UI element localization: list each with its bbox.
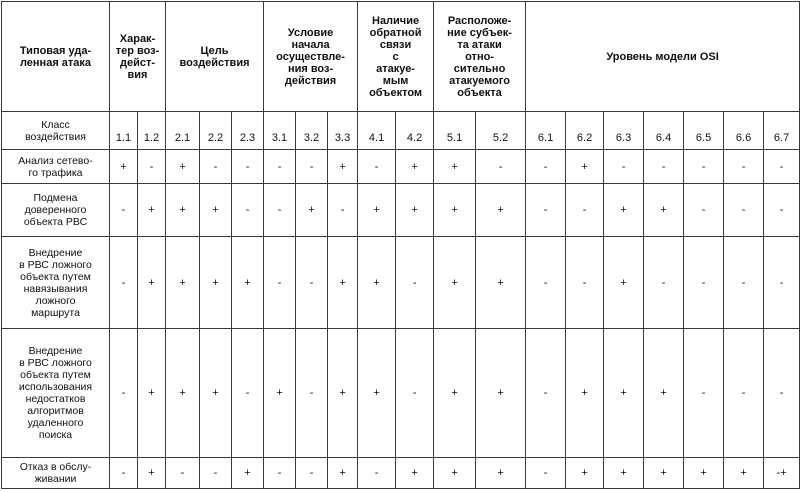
row-label: Внедрение в РВС ложного объекта путем навязывания ложного маршрута	[2, 237, 110, 329]
table-cell: -	[232, 184, 264, 237]
table-cell: -	[684, 184, 724, 237]
class-code: 6.7	[764, 112, 800, 150]
table-cell: -	[358, 150, 396, 184]
page	[1, 1, 799, 490]
attack-classification-table	[1, 1, 800, 489]
table-cell: +	[328, 237, 358, 329]
table-cell: +	[434, 184, 476, 237]
class-code: 6.6	[724, 112, 764, 150]
table-cell: -	[476, 150, 526, 184]
table-cell: +	[138, 184, 166, 237]
table-cell: +	[604, 458, 644, 489]
class-code: 3.3	[328, 112, 358, 150]
class-code: 2.2	[200, 112, 232, 150]
table-cell: -	[110, 329, 138, 458]
table-cell: +	[358, 237, 396, 329]
table-cell: -	[526, 458, 566, 489]
table-cell: +	[434, 458, 476, 489]
table-cell: -	[396, 329, 434, 458]
table-cell: +	[166, 150, 200, 184]
table-cell: +	[644, 329, 684, 458]
table-cell: -+	[764, 458, 800, 489]
class-code: 4.2	[396, 112, 434, 150]
table-cell: -	[764, 329, 800, 458]
table-row	[2, 150, 800, 184]
header-location: Расположе- ние субъек- та атаки отно- сительно атакуемого объекта	[434, 2, 526, 112]
table-cell: -	[396, 237, 434, 329]
table-cell: +	[328, 329, 358, 458]
table-cell: -	[684, 329, 724, 458]
table-cell: +	[200, 237, 232, 329]
class-row	[2, 112, 800, 150]
table-cell: +	[644, 184, 684, 237]
table-cell: +	[476, 184, 526, 237]
class-code: 3.2	[296, 112, 328, 150]
table-cell: +	[232, 458, 264, 489]
table-row	[2, 329, 800, 458]
table-cell: +	[138, 329, 166, 458]
class-code: 2.3	[232, 112, 264, 150]
class-label: Класс воздействия	[2, 112, 110, 150]
table-cell: -	[566, 184, 604, 237]
table-cell: -	[358, 458, 396, 489]
header-goal: Цель воздействия	[166, 2, 264, 112]
table-cell: +	[328, 150, 358, 184]
table-cell: -	[526, 184, 566, 237]
table-cell: -	[526, 150, 566, 184]
table-cell: -	[232, 150, 264, 184]
table-cell: -	[110, 184, 138, 237]
table-cell: -	[764, 184, 800, 237]
table-cell: -	[328, 184, 358, 237]
table-cell: -	[296, 329, 328, 458]
table-cell: -	[526, 329, 566, 458]
table-cell: +	[476, 237, 526, 329]
table-cell: +	[110, 150, 138, 184]
header-feedback: Наличие обратной связи с атакуе- мым объектом	[358, 2, 434, 112]
header-condition: Условие начала осуществле- ния воз- действия	[264, 2, 358, 112]
table-cell: -	[264, 150, 296, 184]
class-code: 5.1	[434, 112, 476, 150]
table-cell: +	[264, 329, 296, 458]
class-code: 1.2	[138, 112, 166, 150]
class-code: 6.5	[684, 112, 724, 150]
class-code: 6.1	[526, 112, 566, 150]
table-cell: +	[476, 329, 526, 458]
table-cell: +	[200, 329, 232, 458]
class-code: 6.2	[566, 112, 604, 150]
table-cell: -	[296, 150, 328, 184]
table-cell: +	[434, 329, 476, 458]
table-cell: -	[644, 150, 684, 184]
table-cell: -	[296, 237, 328, 329]
table-cell: -	[138, 150, 166, 184]
table-row	[2, 458, 800, 489]
table-cell: +	[644, 458, 684, 489]
table-cell: -	[264, 458, 296, 489]
table-cell: +	[358, 184, 396, 237]
table-cell: -	[764, 150, 800, 184]
table-cell: +	[166, 329, 200, 458]
table-cell: +	[434, 150, 476, 184]
table-cell: +	[724, 458, 764, 489]
header-nature: Харак- тер воз- дейст- вия	[110, 2, 166, 112]
table-cell: -	[724, 150, 764, 184]
class-code: 6.3	[604, 112, 644, 150]
table-cell: +	[566, 329, 604, 458]
table-cell: -	[684, 150, 724, 184]
table-cell: +	[166, 237, 200, 329]
table-cell: -	[566, 237, 604, 329]
table-cell: +	[296, 184, 328, 237]
table-cell: -	[604, 150, 644, 184]
table-cell: +	[358, 329, 396, 458]
table-cell: +	[166, 184, 200, 237]
class-code: 5.2	[476, 112, 526, 150]
table-cell: +	[566, 150, 604, 184]
table-cell: +	[604, 184, 644, 237]
class-code: 1.1	[110, 112, 138, 150]
row-label: Внедрение в РВС ложного объекта путем использования недостатков алгоритмов удаленного поиска	[2, 329, 110, 458]
table-cell: -	[264, 184, 296, 237]
table-cell: -	[264, 237, 296, 329]
table-cell: +	[566, 458, 604, 489]
table-cell: -	[764, 237, 800, 329]
row-label: Подмена доверенного объекта РВС	[2, 184, 110, 237]
table-cell: -	[724, 329, 764, 458]
table-cell: -	[110, 237, 138, 329]
table-cell: +	[684, 458, 724, 489]
table-cell: +	[396, 458, 434, 489]
table-cell: +	[434, 237, 476, 329]
table-cell: -	[526, 237, 566, 329]
table-cell: -	[200, 458, 232, 489]
table-cell: +	[200, 184, 232, 237]
header-row	[2, 2, 800, 112]
table-cell: +	[138, 458, 166, 489]
table-cell: +	[396, 184, 434, 237]
table-cell: -	[724, 184, 764, 237]
table-row	[2, 237, 800, 329]
table-cell: -	[684, 237, 724, 329]
class-code: 4.1	[358, 112, 396, 150]
table-cell: -	[232, 329, 264, 458]
table-cell: -	[200, 150, 232, 184]
table-cell: -	[724, 237, 764, 329]
table-cell: +	[328, 458, 358, 489]
header-osi-level: Уровень модели OSI	[526, 2, 800, 112]
table-cell: +	[476, 458, 526, 489]
class-code: 6.4	[644, 112, 684, 150]
row-label: Анализ сетево- го трафика	[2, 150, 110, 184]
class-code: 2.1	[166, 112, 200, 150]
table-cell: -	[110, 458, 138, 489]
table-cell: +	[396, 150, 434, 184]
table-cell: +	[232, 237, 264, 329]
table-cell: -	[644, 237, 684, 329]
table-cell: -	[296, 458, 328, 489]
class-code: 3.1	[264, 112, 296, 150]
table-row	[2, 184, 800, 237]
table-cell: +	[604, 329, 644, 458]
table-cell: -	[166, 458, 200, 489]
table-cell: +	[138, 237, 166, 329]
row-label: Отказ в обслу- живании	[2, 458, 110, 489]
table-cell: +	[604, 237, 644, 329]
header-typical-attack: Типовая уда- ленная атака	[2, 2, 110, 112]
